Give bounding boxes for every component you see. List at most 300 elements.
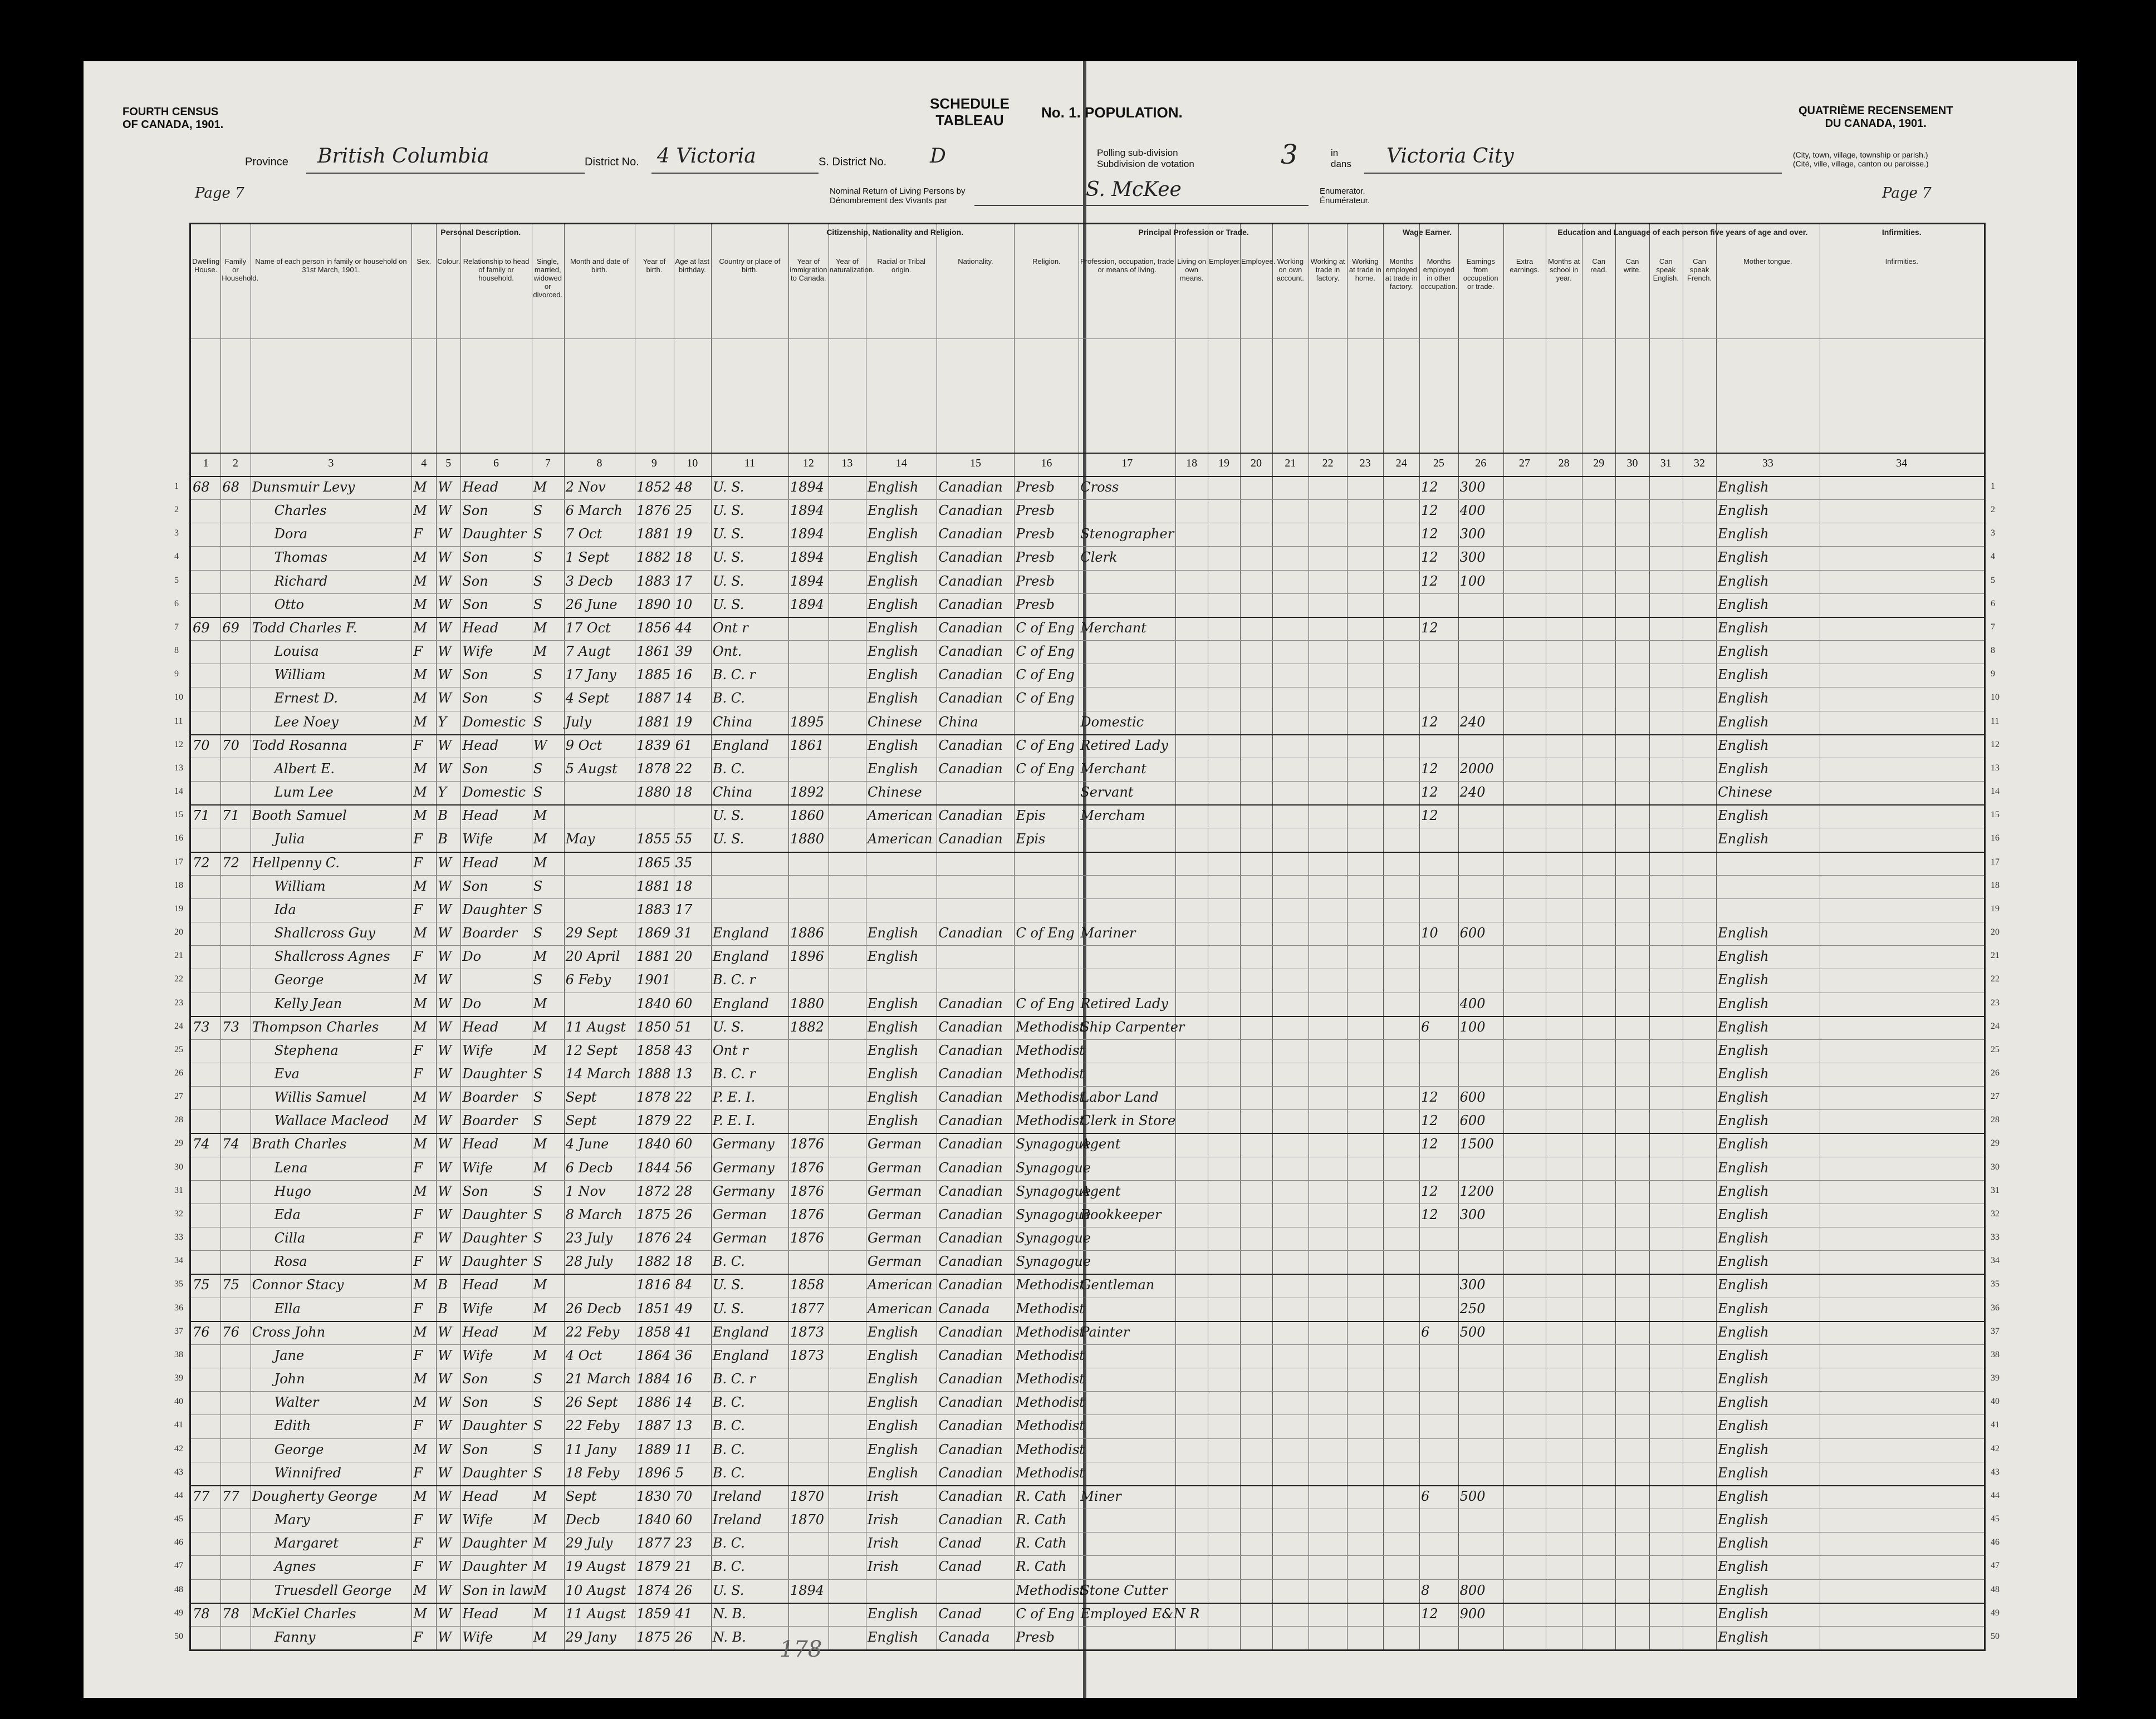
cell-age: 60 [675, 1512, 693, 1528]
line-number-right: 49 [1991, 1608, 2000, 1618]
cell-rel: Wife [462, 1512, 493, 1528]
column-number: 29 [1593, 457, 1605, 469]
cell-age: 14 [675, 1394, 693, 1411]
table-row-line [191, 593, 1984, 594]
cell-rel: Wife [462, 1300, 493, 1317]
cell-months: 12 [1421, 1605, 1438, 1622]
cell-months: 8 [1421, 1582, 1430, 1598]
line-number-left: 50 [174, 1631, 183, 1641]
cell-nat: Canadian [938, 1206, 1003, 1222]
cell-origin: English [867, 925, 919, 941]
column-number: 11 [744, 457, 756, 469]
cell-rel: Son [462, 596, 488, 612]
cell-origin: German [867, 1160, 922, 1176]
cell-sex: M [413, 1019, 427, 1035]
cell-age: 55 [675, 831, 693, 847]
cell-occ: Painter [1080, 1324, 1130, 1340]
cell-country: B. C. [712, 1535, 745, 1551]
line-number-left: 34 [174, 1256, 183, 1266]
cell-rel2: Presb [1016, 479, 1055, 495]
column-number: 6 [493, 457, 499, 469]
cell-nat: Canadian [938, 1042, 1003, 1058]
cell-age: 43 [675, 1042, 693, 1058]
cell-col: W [438, 1488, 452, 1504]
cell-occ: Stenographer [1080, 526, 1174, 542]
cell-sex: M [413, 1089, 427, 1106]
cell-months: 12 [1421, 784, 1438, 800]
cell-rel2: R. Cath [1016, 1512, 1067, 1528]
folio-stamp: 178 [780, 1637, 822, 1662]
column-header: Living on own means. [1177, 257, 1207, 282]
cell-lang: English [1718, 1136, 1769, 1152]
cell-civ: S [533, 714, 543, 730]
cell-country: U. S. [712, 573, 744, 589]
cell-col: W [438, 995, 452, 1011]
cell-age: 16 [675, 1371, 693, 1387]
header-mid-line [191, 338, 1984, 339]
cell-nat: Canadian [938, 1441, 1003, 1457]
cell-year: 1901 [636, 972, 671, 988]
cell-fam: 71 [222, 808, 239, 824]
line-number-left: 11 [174, 716, 183, 726]
column-divider [220, 224, 221, 1649]
cell-col: W [438, 479, 452, 495]
cell-col: W [438, 1206, 452, 1222]
district-label: District No. [585, 156, 639, 168]
cell-civ: S [533, 526, 543, 542]
cell-col: W [438, 573, 452, 589]
cell-name: Margaret [274, 1535, 339, 1551]
cell-civ: S [533, 1089, 543, 1106]
cell-birth: 17 Jany [565, 667, 616, 683]
column-header: Can speak English. [1653, 257, 1679, 282]
cell-earn: 500 [1459, 1324, 1486, 1340]
cell-nat: Canada [938, 1629, 990, 1645]
cell-sex: F [413, 1629, 423, 1645]
page-number-right: Page 7 [1882, 185, 1932, 202]
cell-name: Hellpenny C. [252, 854, 340, 871]
cell-months: 12 [1421, 573, 1438, 589]
cell-origin: Chinese [867, 784, 922, 800]
cell-lang: English [1718, 1183, 1769, 1199]
cell-months: 12 [1421, 808, 1438, 824]
cell-age: 36 [675, 1347, 693, 1363]
cell-earn: 600 [1459, 1113, 1486, 1129]
column-header: Profession, occupation, trade or means of living. [1080, 257, 1174, 274]
cell-months: 12 [1421, 503, 1438, 519]
column-number: 3 [328, 457, 334, 469]
cell-months: 12 [1421, 479, 1438, 495]
page-number-left: Page 7 [195, 185, 244, 202]
table-row-line [191, 1180, 1984, 1181]
line-number-left: 4 [174, 552, 179, 562]
cell-col: W [438, 1042, 452, 1058]
line-number-left: 20 [174, 927, 183, 937]
cell-earn: 500 [1459, 1488, 1486, 1504]
cell-sex: M [413, 503, 427, 519]
cell-rel: Do [462, 995, 482, 1011]
line-number-right: 22 [1991, 974, 2000, 984]
cell-age: 39 [675, 644, 693, 660]
cell-age: 61 [675, 737, 693, 753]
cell-birth: 22 Feby [565, 1418, 620, 1434]
line-number-left: 18 [174, 880, 183, 890]
cell-rel: Son [462, 667, 488, 683]
sdistrict-label: S. District No. [819, 156, 887, 168]
table-row-line [191, 499, 1984, 500]
column-number: 2 [232, 457, 238, 469]
line-number-right: 42 [1991, 1443, 2000, 1453]
cell-year: 1878 [636, 760, 671, 777]
cell-lang: English [1718, 1230, 1769, 1246]
cell-country: B. C. r [712, 667, 756, 683]
line-number-right: 26 [1991, 1068, 2000, 1078]
column-divider [1014, 224, 1015, 1649]
cell-lang: English [1718, 1254, 1769, 1270]
cell-year: 1881 [636, 714, 671, 730]
column-header: Single, married, widowed or divorced. [533, 257, 563, 299]
line-number-right: 28 [1991, 1115, 2000, 1125]
cell-country: China [712, 784, 753, 800]
cell-col: W [438, 1347, 452, 1363]
cell-lang: English [1718, 831, 1769, 847]
cell-rel2: Methodist [1016, 1394, 1085, 1411]
cell-rel: Head [462, 808, 499, 824]
table-row-line [191, 1532, 1984, 1533]
line-number-left: 21 [174, 951, 183, 961]
line-number-right: 9 [1991, 669, 1995, 679]
column-divider [1419, 224, 1420, 1649]
cell-col: W [438, 1089, 452, 1106]
cell-dw: 73 [193, 1019, 210, 1035]
cell-sex: M [413, 1371, 427, 1387]
cell-birth: 20 April [565, 949, 620, 965]
cell-name: Thompson Charles [252, 1019, 379, 1035]
sdistrict-value: D [930, 145, 946, 168]
cell-name: McKiel Charles [252, 1605, 356, 1622]
line-number-left: 38 [174, 1349, 183, 1359]
cell-nat: Canadian [938, 760, 1003, 777]
cell-col: W [438, 1582, 452, 1598]
cell-country: B. C. [712, 1441, 745, 1457]
column-header: Year of birth. [643, 257, 666, 274]
line-number-right: 33 [1991, 1232, 2000, 1242]
line-number-right: 8 [1991, 646, 1995, 656]
cell-occ: Mariner [1080, 925, 1136, 941]
column-divider [788, 224, 789, 1649]
line-number-right: 19 [1991, 903, 2000, 913]
enumerator-underline [974, 205, 1309, 206]
cell-col: W [438, 1629, 452, 1645]
column-number: 23 [1359, 457, 1371, 469]
cell-origin: English [867, 503, 919, 519]
line-number-right: 12 [1991, 739, 2000, 749]
line-number-right: 50 [1991, 1631, 2000, 1641]
cell-civ: M [533, 854, 547, 871]
cell-year: 1861 [636, 644, 671, 660]
cell-rel2: C of Eng [1016, 1605, 1075, 1622]
column-divider [564, 224, 565, 1649]
cell-nat: Canadian [938, 808, 1003, 824]
cell-earn: 2000 [1459, 760, 1494, 777]
cell-sex: M [413, 760, 427, 777]
line-number-right: 15 [1991, 810, 2000, 820]
cell-birth: 6 Decb [565, 1160, 613, 1176]
cell-name: Walter [274, 1394, 319, 1411]
cell-fam: 75 [222, 1277, 239, 1293]
column-number: 18 [1186, 457, 1198, 469]
cell-imm: 1870 [790, 1488, 825, 1504]
cell-imm: 1882 [790, 1019, 825, 1035]
line-number-left: 6 [174, 598, 179, 608]
cell-months: 6 [1421, 1488, 1430, 1504]
cell-earn: 400 [1459, 503, 1486, 519]
cell-earn: 100 [1459, 573, 1486, 589]
table-row-line [191, 1555, 1984, 1556]
cell-country: Germany [712, 1183, 775, 1199]
cell-rel2: Presb [1016, 526, 1055, 542]
cell-sex: F [413, 1347, 423, 1363]
column-header: Months at school in year. [1548, 257, 1580, 282]
left-title: FOURTH CENSUS OF CANADA, 1901. [122, 106, 224, 131]
cell-age: 31 [675, 925, 693, 941]
cell-nat: Canadian [938, 1277, 1003, 1293]
column-number: 24 [1395, 457, 1407, 469]
cell-col: Y [438, 714, 447, 730]
enumerator-label: Enumerator. Énumérateur. [1320, 186, 1370, 205]
cell-nat: Canadian [938, 1465, 1003, 1481]
cell-age: 26 [675, 1206, 693, 1222]
cell-country: Ont. [712, 644, 742, 660]
cell-name: Charles [274, 503, 327, 519]
column-number: 28 [1558, 457, 1570, 469]
column-header: Earnings from occupation or trade. [1463, 257, 1498, 291]
cell-rel2: Methodist [1016, 1042, 1085, 1058]
cell-col: W [438, 1230, 452, 1246]
cell-nat: Canadian [938, 1324, 1003, 1340]
line-number-left: 48 [174, 1584, 183, 1594]
line-number-left: 16 [174, 833, 183, 843]
line-number-right: 6 [1991, 598, 1995, 608]
cell-nat: Canadian [938, 831, 1003, 847]
table-row-line [191, 1133, 1984, 1134]
table-row-line [191, 1016, 1984, 1017]
cell-country: Germany [712, 1136, 775, 1152]
cell-year: 1875 [636, 1629, 671, 1645]
cell-birth: 11 Augst [565, 1019, 626, 1035]
cell-sex: F [413, 1254, 423, 1270]
cell-sex: F [413, 901, 423, 917]
cell-rel: Wife [462, 644, 493, 660]
cell-birth: 12 Sept [565, 1042, 618, 1058]
cell-fam: 77 [222, 1488, 239, 1504]
cell-origin: English [867, 1113, 919, 1129]
cell-age: 22 [675, 1089, 693, 1106]
cell-rel: Domestic [462, 714, 526, 730]
cell-name: Rosa [274, 1254, 307, 1270]
line-number-right: 47 [1991, 1561, 2000, 1571]
cell-rel: Son [462, 573, 488, 589]
cell-birth: 6 Feby [565, 972, 611, 988]
cell-sex: M [413, 995, 427, 1011]
cell-origin: American [867, 808, 933, 824]
cell-col: W [438, 596, 452, 612]
cell-name: Wallace Macleod [274, 1113, 389, 1129]
column-header: Religion. [1032, 257, 1061, 266]
cell-nat: Canadian [938, 644, 1003, 660]
cell-name: Shallcross Guy [274, 925, 375, 941]
cell-col: W [438, 1324, 452, 1340]
cell-name: Dora [274, 526, 308, 542]
cell-occ: Employed E&N R [1080, 1605, 1200, 1622]
cell-origin: English [867, 1324, 919, 1340]
nominal-label: Nominal Return of Living Persons by Dénombrement des Vivants par [830, 186, 966, 205]
cell-civ: M [533, 1042, 547, 1058]
cell-lang: English [1718, 667, 1769, 683]
cell-nat: Canadian [938, 1183, 1003, 1199]
line-number-left: 32 [174, 1209, 183, 1219]
column-divider [1716, 224, 1717, 1649]
cell-lang: English [1718, 1441, 1769, 1457]
cell-lang: English [1718, 737, 1769, 753]
cell-nat: Canad [938, 1559, 982, 1575]
cell-rel: Daughter [462, 1535, 527, 1551]
cell-lang: English [1718, 596, 1769, 612]
cell-civ: S [533, 1394, 543, 1411]
cell-rel: Boarder [462, 1113, 518, 1129]
cell-year: 1882 [636, 549, 671, 566]
cell-year: 1887 [636, 1418, 671, 1434]
cell-country: U. S. [712, 479, 744, 495]
column-header: Year of naturalization. [829, 257, 875, 274]
cell-nat: Canadian [938, 596, 1003, 612]
cell-rel: Head [462, 1605, 499, 1622]
cell-rel2: Presb [1016, 549, 1055, 566]
cell-country: Ont r [712, 1042, 748, 1058]
cell-name: Ella [274, 1300, 301, 1317]
cell-rel2: Methodist [1016, 1300, 1085, 1317]
city-value: Victoria City [1386, 145, 1514, 168]
cell-col: B [438, 808, 448, 824]
cell-year: 1889 [636, 1441, 671, 1457]
cell-country: B. C. r [712, 1371, 756, 1387]
cell-nat: Canadian [938, 1113, 1003, 1129]
cell-lang: English [1718, 1465, 1769, 1481]
cell-lang: English [1718, 503, 1769, 519]
cell-country: England [712, 737, 770, 753]
column-number: 30 [1626, 457, 1638, 469]
cell-civ: M [533, 620, 547, 636]
cell-sex: M [413, 573, 427, 589]
cell-rel: Daughter [462, 1206, 527, 1222]
cell-imm: 1877 [790, 1300, 825, 1317]
cell-col: W [438, 1371, 452, 1387]
cell-occ: Agent [1080, 1136, 1121, 1152]
cell-year: 1852 [636, 479, 671, 495]
line-number-right: 45 [1991, 1514, 2000, 1524]
line-number-left: 1 [174, 482, 179, 491]
column-number: 21 [1285, 457, 1296, 469]
cell-civ: S [533, 784, 543, 800]
line-number-left: 13 [174, 763, 183, 773]
cell-birth: Sept [565, 1089, 597, 1106]
cell-civ: S [533, 925, 543, 941]
cell-birth: 23 July [565, 1230, 613, 1246]
cell-year: 1883 [636, 573, 671, 589]
cell-earn: 1500 [1459, 1136, 1494, 1152]
line-number-right: 40 [1991, 1397, 2000, 1407]
cell-sex: M [413, 714, 427, 730]
cell-rel: Boarder [462, 925, 518, 941]
line-number-left: 24 [174, 1021, 183, 1031]
cell-origin: English [867, 644, 919, 660]
cell-civ: S [533, 901, 543, 917]
cell-name: Otto [274, 596, 305, 612]
cell-sex: M [413, 479, 427, 495]
cell-sex: M [413, 1441, 427, 1457]
cell-year: 1881 [636, 526, 671, 542]
cell-birth: 29 Sept [565, 925, 618, 941]
cell-months: 12 [1421, 1183, 1438, 1199]
cell-birth: May [565, 831, 595, 847]
table-row-line [191, 570, 1984, 571]
cell-dw: 76 [193, 1324, 210, 1340]
cell-col: W [438, 760, 452, 777]
cell-rel: Head [462, 854, 499, 871]
table-row-line [191, 875, 1984, 876]
cell-lang: English [1718, 1629, 1769, 1645]
cell-country: China [712, 714, 753, 730]
column-number: 19 [1218, 457, 1230, 469]
cell-origin: English [867, 1394, 919, 1411]
cell-lang: English [1718, 644, 1769, 660]
cell-birth: 6 March [565, 503, 623, 519]
cell-age: 19 [675, 714, 693, 730]
cell-earn: 300 [1459, 1277, 1486, 1293]
cell-earn: 600 [1459, 925, 1486, 941]
cell-rel2: R. Cath [1016, 1559, 1067, 1575]
cell-country: Germany [712, 1160, 775, 1176]
cell-civ: M [533, 1300, 547, 1317]
cell-name: Thomas [274, 549, 327, 566]
cell-birth: 4 Oct [565, 1347, 602, 1363]
cell-occ: Retired Lady [1080, 995, 1168, 1011]
cell-lang: English [1718, 1042, 1769, 1058]
cell-birth: 29 July [565, 1535, 613, 1551]
cell-origin: English [867, 1629, 919, 1645]
cell-months: 10 [1421, 925, 1438, 941]
cell-occ: Ship Carpenter [1080, 1019, 1185, 1035]
cell-col: W [438, 1512, 452, 1528]
cell-lang: English [1718, 925, 1769, 941]
census-page [84, 61, 2077, 1698]
cell-rel2: Synagogue [1016, 1254, 1091, 1270]
cell-birth: 17 Oct [565, 620, 611, 636]
cell-year: 1855 [636, 831, 671, 847]
cell-civ: S [533, 760, 543, 777]
line-number-left: 47 [174, 1561, 183, 1571]
cell-rel2: R. Cath [1016, 1488, 1067, 1504]
section-header-infirmities: Infirmities. [1881, 228, 1922, 237]
column-divider [1649, 224, 1650, 1649]
cell-year: 1887 [636, 690, 671, 706]
cell-name: Jane [274, 1347, 305, 1363]
cell-rel: Wife [462, 1629, 493, 1645]
column-number: 10 [687, 457, 698, 469]
cell-origin: English [867, 573, 919, 589]
cell-col: W [438, 925, 452, 941]
line-number-left: 37 [174, 1326, 183, 1336]
